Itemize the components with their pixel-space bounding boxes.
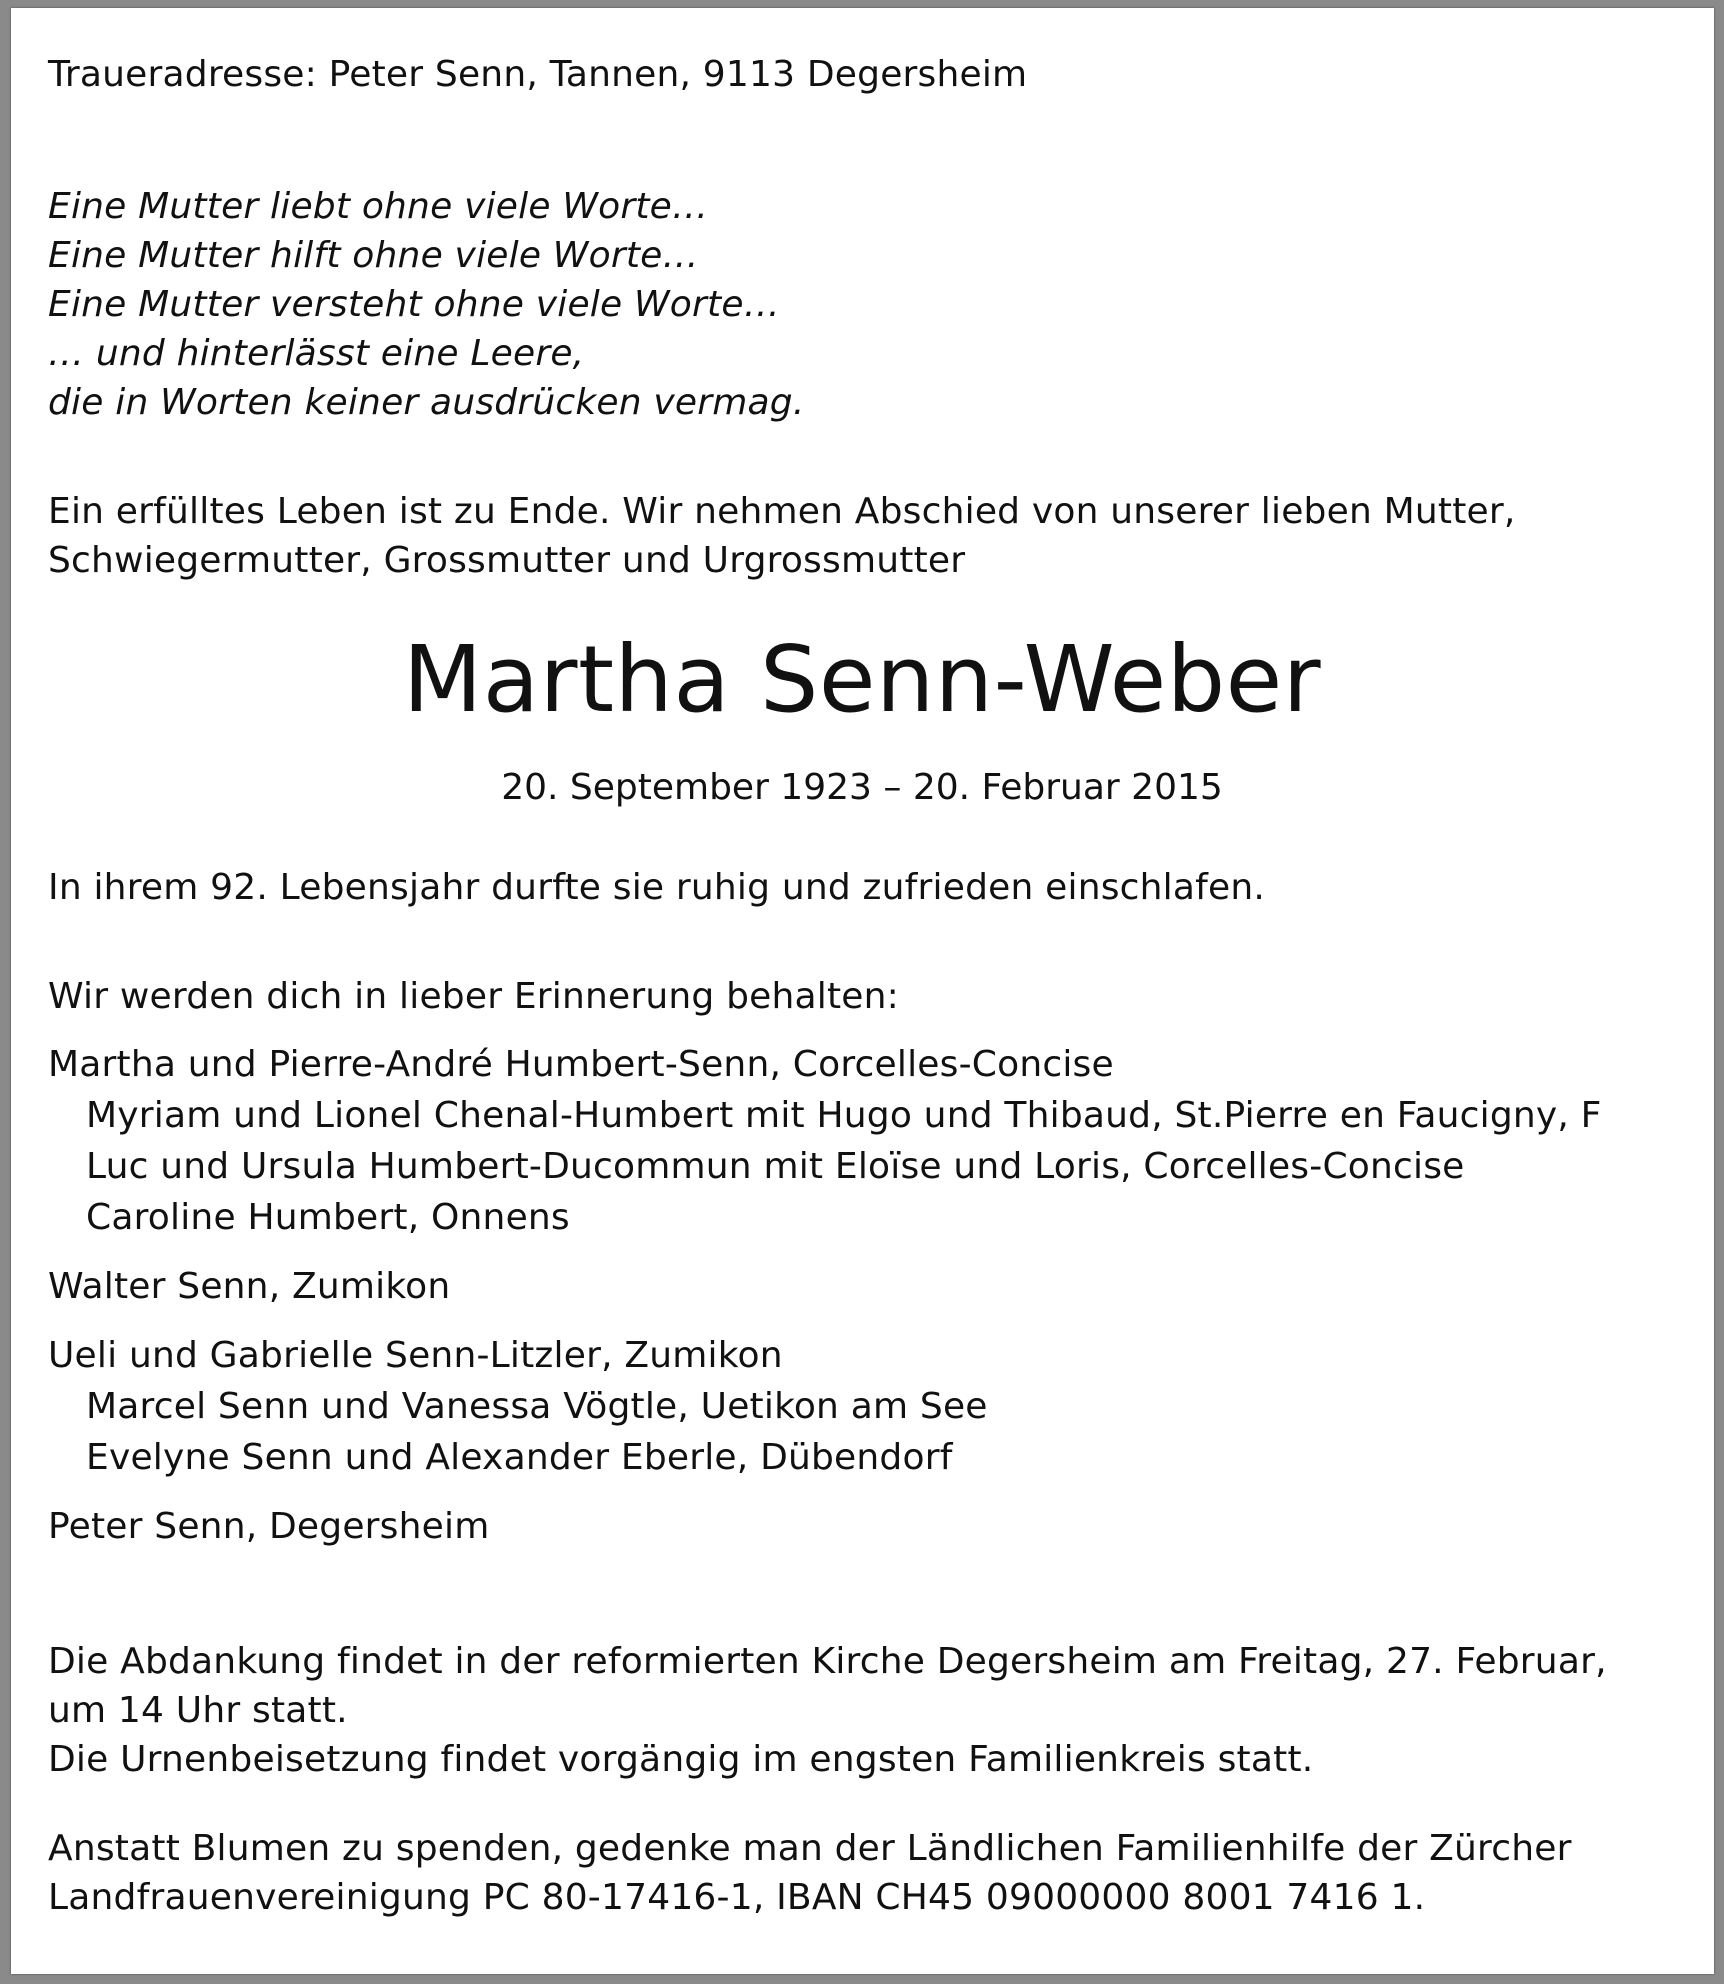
mourning-address: Traueradresse: Peter Senn, Tannen, 9113 Degersheim — [48, 54, 1028, 95]
life-dates: 20. September 1923 – 20. Februar 2015 — [501, 767, 1223, 808]
family-member: Myriam und Lionel Chenal-Humbert mit Hugo und Thibaud, St.Pierre en Faucigny, F — [86, 1095, 1602, 1136]
poem-line: Eine Mutter versteht ohne viele Worte… — [48, 284, 780, 325]
family-member: Luc und Ursula Humbert-Ducommun mit Eloïse und Loris, Corcelles-Concise — [86, 1146, 1465, 1187]
intro-line: Schwiegermutter, Grossmutter und Urgrossmutter — [48, 540, 966, 581]
poem-line: … und hinterlässt eine Leere, — [48, 333, 585, 374]
family-member: Martha und Pierre-André Humbert-Senn, Corcelles-Concise — [48, 1044, 1114, 1085]
poem-line: Eine Mutter hilft ohne viele Worte… — [48, 235, 699, 276]
intro-line: Ein erfülltes Leben ist zu Ende. Wir nehmen Abschied von unserer lieben Mutter, — [48, 491, 1516, 532]
donation-line: Landfrauenvereinigung PC 80-17416-1, IBAN CH45 09000000 8001 7416 1. — [48, 1877, 1426, 1918]
family-member: Walter Senn, Zumikon — [48, 1266, 451, 1307]
family-member: Caroline Humbert, Onnens — [86, 1197, 570, 1238]
poem-line: Eine Mutter liebt ohne viele Worte… — [48, 186, 709, 227]
remembrance-text: Wir werden dich in lieber Erinnerung behalten: — [48, 976, 899, 1017]
family-member: Evelyne Senn und Alexander Eberle, Dübendorf — [86, 1437, 953, 1478]
family-member: Ueli und Gabrielle Senn-Litzler, Zumikon — [48, 1335, 783, 1376]
service-line: Die Urnenbeisetzung findet vorgängig im engsten Familienkreis statt. — [48, 1739, 1314, 1780]
family-member: Peter Senn, Degersheim — [48, 1506, 490, 1547]
service-line: um 14 Uhr statt. — [48, 1690, 348, 1731]
poem-line: die in Worten keiner ausdrücken vermag. — [48, 382, 805, 423]
deceased-name: Martha Senn-Weber — [402, 626, 1322, 733]
passing-text: In ihrem 92. Lebensjahr durfte sie ruhig und zufrieden einschlafen. — [48, 867, 1266, 908]
service-line: Die Abdankung findet in der reformierten Kirche Degersheim am Freitag, 27. Februar, — [48, 1641, 1607, 1682]
family-member: Marcel Senn und Vanessa Vögtle, Uetikon am See — [86, 1386, 988, 1427]
donation-line: Anstatt Blumen zu spenden, gedenke man der Ländlichen Familienhilfe der Zürcher — [48, 1828, 1572, 1869]
